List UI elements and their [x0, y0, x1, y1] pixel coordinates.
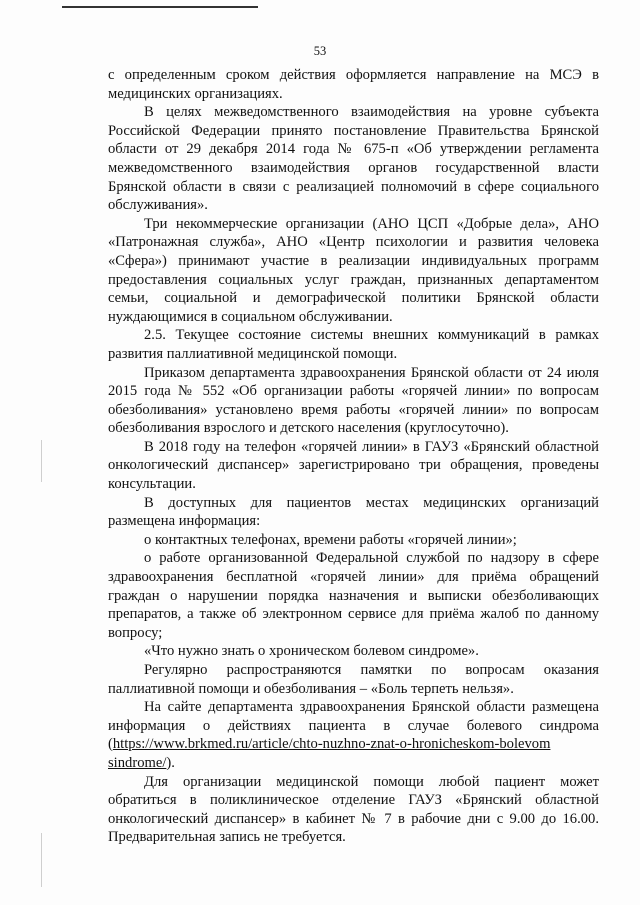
list-item: о работе организованной Федеральной службой по надзору в сфере здравоохранения бесплатной «горячей линии» для приёма обращений граждан о нарушении порядка назначения и выписки обезболивающих препаратов, а также об электронном сервисе для приёма жалоб по данному вопросу;	[108, 550, 599, 641]
paragraph: В целях межведомственного взаимодействия на уровне субъекта Российской Федерации принято постановление Правительства Брянской области от 29 декабря 2014 года № 675-п «Об утверждении регламента межведомственного взаимодействия органов государственной власти Брянской области в связи с реализацией полномочий в сфере социального обслуживания».	[108, 104, 599, 214]
paragraph-text: На сайте департамента здравоохранения Брянской области размещена информация о действиях пациента в случае болевого синдрома (	[108, 699, 599, 753]
paragraph: Регулярно распространяются памятки по вопросам оказания паллиативной помощи и обезболивания – «Боль терпеть нельзя».	[108, 662, 599, 697]
paragraph: Приказом департамента здравоохранения Брянской области от 24 июля 2015 года № 552 «Об организации работы «горячей линии» по вопросам обезболивания» установлено время работы «горячей линии» по вопросам обезболивания взрослого и детского населения (круглосуточно).	[108, 364, 599, 437]
page-number: 53	[313, 44, 327, 58]
paragraph: Три некоммерческие организации (АНО ЦСП «Добрые дела», АНО «Патронажная служба», АНО «Центр психологии и развития человека «Сфера») принимают участие в реализации индивидуальных программ предоставления социальных услуг граждан, признанных департаментом семьи, социальной и демографической политики Брянской области нуждающимися в социальном обслуживании.	[108, 215, 599, 325]
site-link[interactable]: https://www.brkmed.ru/article/chto-nuzhno-znat-o-hronicheskom-bolevom sindrome/	[108, 736, 551, 771]
document-body	[108, 66, 599, 847]
paragraph: Для организации медицинской помощи любой пациент может обратиться в поликлиническое отделение ГАУЗ «Брянский областной онкологический диспансер» в кабинет № 7 в рабочие дни с 9.00 до 16.00. Предварительная запись не требуется.	[108, 773, 599, 846]
top-rule	[62, 6, 258, 8]
list-item: «Что нужно знать о хроническом болевом синдроме».	[144, 643, 479, 660]
scan-artifact	[41, 440, 42, 482]
paragraph-text: ).	[166, 754, 175, 771]
paragraph: с определенным сроком действия оформляется направление на МСЭ в медицинских организациях.	[108, 67, 599, 102]
paragraph-with-link	[108, 698, 599, 772]
section-heading: 2.5. Текущее состояние системы внешних коммуникаций в рамках развития паллиативной медицинской помощи.	[108, 327, 599, 362]
paragraph: В 2018 году на телефон «горячей линии» в ГАУЗ «Брянский областной онкологический диспансер» зарегистрировано три обращения, проведены консультации.	[108, 438, 599, 493]
scan-artifact	[41, 833, 42, 887]
list-item: о контактных телефонах, времени работы «горячей линии»;	[144, 531, 517, 548]
paragraph: В доступных для пациентов местах медицинских организаций размещена информация:	[108, 494, 599, 530]
